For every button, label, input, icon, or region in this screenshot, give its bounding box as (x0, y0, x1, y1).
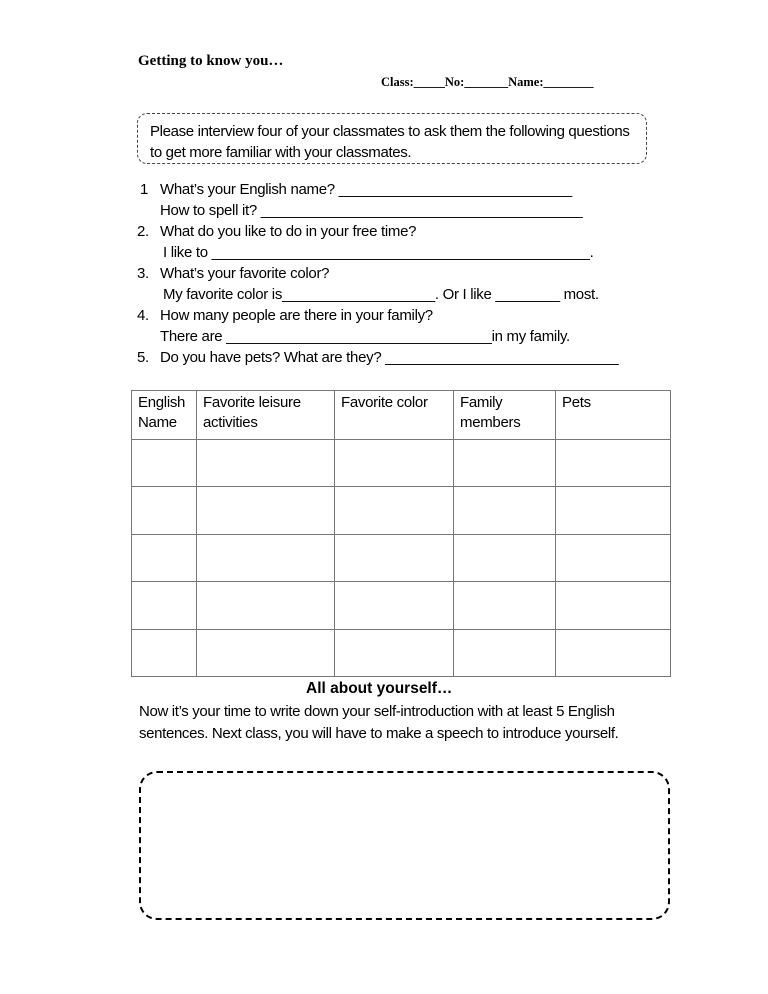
table-cell[interactable] (454, 487, 556, 534)
header-favorite-color: Favorite color (335, 391, 454, 440)
table-cell[interactable] (197, 487, 335, 534)
question-5-text: Do you have pets? What are they? _____________________________ (160, 349, 619, 366)
header-pets: Pets (556, 391, 671, 440)
question-3-number: 3. (137, 265, 149, 282)
table-row (132, 487, 671, 534)
question-4-text: How many people are there in your family? (160, 307, 433, 324)
table-cell[interactable] (132, 629, 197, 676)
table-cell[interactable] (556, 487, 671, 534)
question-4-followup: There are _________________________________in my family. (160, 328, 570, 345)
interview-table (131, 390, 671, 677)
table-cell[interactable] (556, 582, 671, 629)
table-cell[interactable] (454, 534, 556, 581)
table-cell[interactable] (556, 534, 671, 581)
question-1-number: 1 (140, 181, 149, 198)
table-cell[interactable] (556, 629, 671, 676)
question-2-number: 2. (137, 223, 149, 240)
table-cell[interactable] (335, 582, 454, 629)
question-5-number: 5. (137, 349, 149, 366)
self-introduction-writing-box[interactable] (139, 771, 670, 920)
question-3-text: What’s your favorite color? (160, 265, 330, 282)
table-row (132, 440, 671, 487)
instructions-text: Please interview four of your classmates to ask them the following questions to get more familiar with your classmates. (150, 123, 630, 161)
table-cell[interactable] (132, 440, 197, 487)
table-row (132, 582, 671, 629)
question-2-followup: I like to _______________________________________________. (163, 244, 594, 261)
page-title: Getting to know you… (138, 53, 284, 69)
table-row (132, 534, 671, 581)
table-cell[interactable] (197, 629, 335, 676)
table-cell[interactable] (197, 582, 335, 629)
table-row (132, 629, 671, 676)
table-cell[interactable] (454, 629, 556, 676)
table-cell[interactable] (454, 440, 556, 487)
question-1-text: What’s your English name? _____________________________ (160, 181, 572, 198)
table-cell[interactable] (454, 582, 556, 629)
table-cell[interactable] (132, 534, 197, 581)
table-cell[interactable] (132, 487, 197, 534)
question-4-number: 4. (137, 307, 149, 324)
header-family-members: Family members (454, 391, 556, 440)
table-cell[interactable] (335, 629, 454, 676)
table-header-row (132, 391, 671, 440)
question-1-followup: How to spell it? ________________________________________ (160, 202, 583, 219)
table-cell[interactable] (556, 440, 671, 487)
about-yourself-title: All about yourself… (306, 680, 453, 697)
table-cell[interactable] (197, 440, 335, 487)
question-3-followup: My favorite color is___________________. Or I like ________ most. (163, 286, 599, 303)
table-cell[interactable] (335, 487, 454, 534)
table-cell[interactable] (132, 582, 197, 629)
about-yourself-text: Now it’s your time to write down your self-introduction with at least 5 English sentences. Next class, you will have to make a speech to introduce yourself. (139, 703, 619, 742)
class-number-name-line: Class:_____No:_______Name:________ (381, 75, 594, 89)
header-english-name: English Name (132, 391, 197, 440)
question-2-text: What do you like to do in your free time? (160, 223, 417, 240)
table-cell[interactable] (197, 534, 335, 581)
header-favorite-leisure: Favorite leisure activities (197, 391, 335, 440)
table-cell[interactable] (335, 440, 454, 487)
table-cell[interactable] (335, 534, 454, 581)
